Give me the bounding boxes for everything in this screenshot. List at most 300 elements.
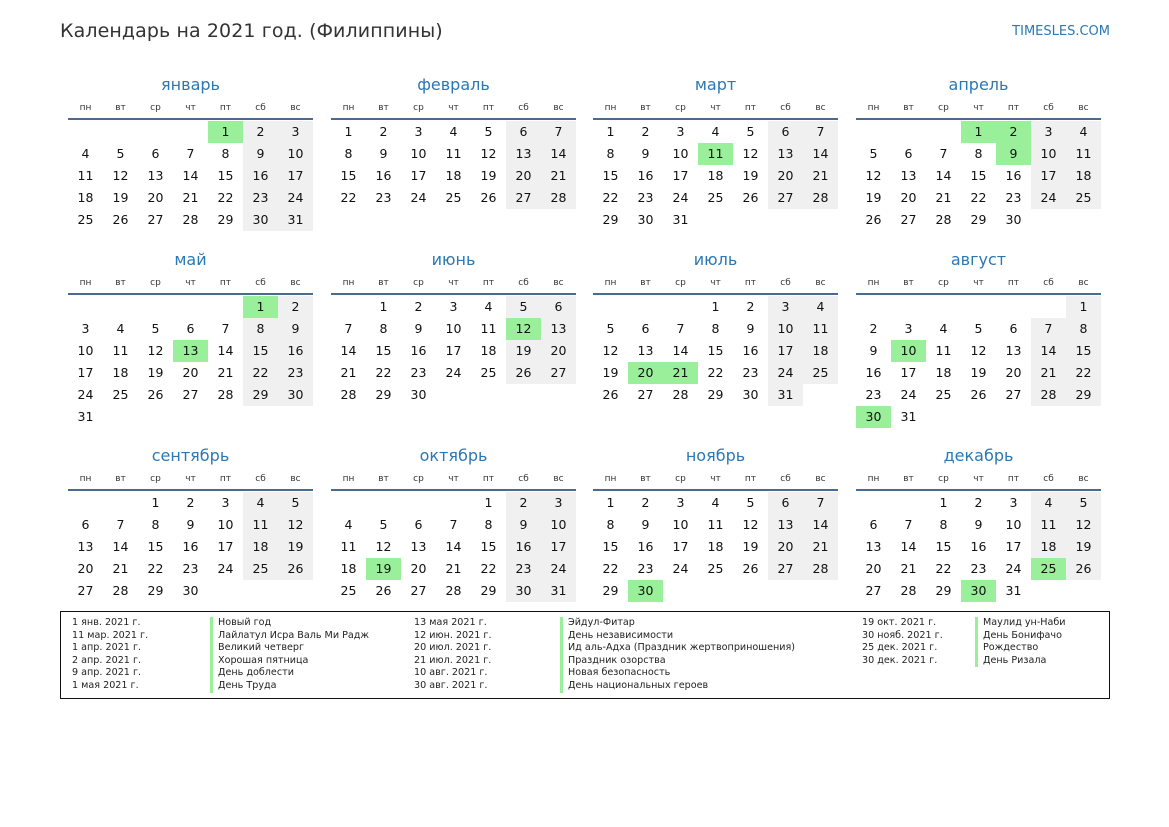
holiday-day: 30	[628, 580, 663, 602]
empty-cell	[138, 121, 173, 143]
weekend-day: 11	[243, 514, 278, 536]
weekday-label: чт	[185, 474, 196, 484]
weekday-label: сб	[780, 278, 791, 288]
day-cell: 23	[637, 561, 654, 576]
day-cell: 12	[970, 343, 987, 358]
day-cell: 2	[414, 299, 423, 314]
holiday-day: 13	[173, 340, 208, 362]
weekday-label: сб	[1043, 278, 1054, 288]
holiday-day: 1	[208, 121, 243, 143]
day-cell: 24	[410, 190, 427, 205]
weekday-label: пт	[744, 103, 757, 113]
weekday-label: вт	[640, 474, 651, 484]
weekday-label: ср	[413, 278, 424, 288]
day-grid	[856, 121, 1101, 231]
holiday-column	[862, 617, 1066, 667]
day-cell: 4	[449, 124, 458, 139]
holiday-name: День Труда	[210, 680, 277, 693]
weekday-label: вс	[553, 278, 564, 288]
day-cell: 8	[939, 517, 948, 532]
day-cell: 23	[375, 190, 392, 205]
day-cell: 12	[742, 146, 759, 161]
weekend-day: 22	[243, 362, 278, 384]
site-link[interactable]: TIMESLES.COM	[1012, 24, 1110, 39]
weekend-day: 3	[768, 296, 803, 318]
weekday-header	[856, 98, 1101, 120]
holiday-date: 10 авг. 2021 г.	[414, 667, 488, 679]
day-cell: 29	[375, 387, 392, 402]
day-cell: 16	[637, 168, 654, 183]
empty-cell	[208, 296, 243, 318]
day-cell: 29	[707, 387, 724, 402]
day-cell: 8	[974, 146, 983, 161]
weekday-label: ср	[675, 474, 686, 484]
weekday-label: ср	[150, 474, 161, 484]
holiday-name: День Бонифачо	[975, 630, 1062, 643]
day-cell: 31	[672, 212, 689, 227]
day-cell: 12	[375, 539, 392, 554]
empty-cell	[103, 121, 138, 143]
weekday-label: вс	[290, 278, 301, 288]
day-cell: 3	[904, 321, 913, 336]
weekend-day: 12	[278, 514, 313, 536]
weekday-label: ср	[938, 103, 949, 113]
day-cell: 19	[112, 190, 129, 205]
weekend-day: 13	[768, 143, 803, 165]
day-cell: 27	[1005, 387, 1022, 402]
day-cell: 7	[221, 321, 230, 336]
day-cell: 14	[935, 168, 952, 183]
weekend-day: 17	[768, 340, 803, 362]
day-cell: 11	[480, 321, 497, 336]
holiday-name: Праздник озорства	[560, 655, 666, 668]
day-cell: 17	[672, 168, 689, 183]
day-cell: 9	[641, 146, 650, 161]
day-cell: 6	[186, 321, 195, 336]
day-cell: 10	[445, 321, 462, 336]
day-cell: 23	[637, 190, 654, 205]
weekday-label: вс	[290, 474, 301, 484]
weekday-label: пн	[342, 278, 355, 288]
weekday-label: сб	[780, 474, 791, 484]
weekend-day: 19	[1066, 536, 1101, 558]
day-cell: 22	[340, 190, 357, 205]
day-cell: 3	[676, 495, 685, 510]
holiday-name: Хорошая пятница	[210, 655, 308, 668]
day-cell: 3	[449, 299, 458, 314]
weekend-day: 18	[1031, 536, 1066, 558]
holiday-date: 21 июл. 2021 г.	[414, 654, 492, 666]
weekday-label: пн	[604, 474, 617, 484]
month-3	[593, 72, 838, 231]
weekend-day: 14	[541, 143, 576, 165]
day-cell: 29	[935, 583, 952, 598]
weekday-label: вт	[903, 103, 914, 113]
day-cell: 4	[116, 321, 125, 336]
empty-cell	[926, 121, 961, 143]
empty-cell	[926, 296, 961, 318]
weekday-label: ср	[413, 103, 424, 113]
weekday-label: пн	[604, 278, 617, 288]
day-cell: 12	[147, 343, 164, 358]
day-cell: 1	[344, 124, 353, 139]
day-cell: 3	[414, 124, 423, 139]
day-cell: 28	[672, 387, 689, 402]
day-cell: 10	[217, 517, 234, 532]
weekday-label: вт	[378, 103, 389, 113]
empty-cell	[856, 296, 891, 318]
weekday-label: вс	[815, 474, 826, 484]
day-cell: 21	[112, 561, 129, 576]
holiday-row	[72, 667, 369, 680]
empty-cell	[173, 121, 208, 143]
weekend-day: 6	[541, 296, 576, 318]
holiday-day: 11	[698, 143, 733, 165]
holiday-day: 12	[506, 318, 541, 340]
day-cell: 21	[340, 365, 357, 380]
month-name: июнь	[431, 250, 476, 269]
day-cell: 25	[707, 561, 724, 576]
day-cell: 16	[375, 168, 392, 183]
day-cell: 29	[147, 583, 164, 598]
day-cell: 11	[112, 343, 129, 358]
weekday-label: пт	[1007, 474, 1020, 484]
month-name: январь	[161, 75, 220, 94]
weekend-day: 2	[243, 121, 278, 143]
weekend-day: 7	[803, 121, 838, 143]
weekend-day: 4	[243, 492, 278, 514]
day-grid	[856, 296, 1101, 428]
weekday-label: ср	[938, 278, 949, 288]
day-cell: 15	[707, 343, 724, 358]
day-cell: 16	[410, 343, 427, 358]
day-cell: 4	[939, 321, 948, 336]
weekend-day: 31	[541, 580, 576, 602]
day-cell: 16	[182, 539, 199, 554]
weekday-label: сб	[518, 103, 529, 113]
empty-cell	[663, 296, 698, 318]
weekday-label: пн	[867, 103, 880, 113]
day-cell: 10	[410, 146, 427, 161]
day-cell: 22	[707, 365, 724, 380]
day-cell: 5	[869, 146, 878, 161]
weekday-label: пт	[482, 474, 495, 484]
day-grid	[68, 121, 313, 231]
empty-cell	[138, 296, 173, 318]
empty-cell	[68, 296, 103, 318]
empty-cell	[961, 296, 996, 318]
weekend-day: 16	[506, 536, 541, 558]
holiday-row	[72, 655, 369, 668]
holiday-name: День национальных героев	[560, 680, 708, 693]
holiday-name: День Ризала	[975, 655, 1046, 668]
weekend-day: 11	[1066, 143, 1101, 165]
weekend-day: 10	[768, 318, 803, 340]
day-cell: 24	[1005, 561, 1022, 576]
day-cell: 4	[711, 495, 720, 510]
holiday-row	[72, 642, 369, 655]
day-cell: 29	[217, 212, 234, 227]
weekend-day: 28	[541, 187, 576, 209]
day-cell: 12	[865, 168, 882, 183]
weekday-label: чт	[710, 474, 721, 484]
day-cell: 16	[865, 365, 882, 380]
empty-cell	[366, 492, 401, 514]
weekend-day: 24	[278, 187, 313, 209]
empty-cell	[401, 492, 436, 514]
weekend-day: 4	[803, 296, 838, 318]
weekend-day: 21	[541, 165, 576, 187]
day-cell: 6	[414, 517, 423, 532]
weekend-day: 18	[803, 340, 838, 362]
day-cell: 3	[221, 495, 230, 510]
weekend-day: 27	[768, 558, 803, 580]
day-cell: 28	[217, 387, 234, 402]
weekday-header	[331, 273, 576, 295]
day-cell: 15	[935, 539, 952, 554]
day-cell: 18	[112, 365, 129, 380]
day-cell: 20	[147, 190, 164, 205]
day-cell: 17	[77, 365, 94, 380]
day-cell: 22	[147, 561, 164, 576]
weekend-day: 31	[768, 384, 803, 406]
day-cell: 1	[379, 299, 388, 314]
weekend-day: 20	[768, 536, 803, 558]
holiday-column	[72, 617, 369, 693]
day-cell: 18	[935, 365, 952, 380]
weekend-day: 6	[768, 492, 803, 514]
day-cell: 29	[602, 583, 619, 598]
weekday-label: вс	[1078, 474, 1089, 484]
weekday-label: чт	[973, 103, 984, 113]
weekend-day: 26	[1066, 558, 1101, 580]
day-cell: 19	[742, 539, 759, 554]
day-cell: 4	[711, 124, 720, 139]
day-cell: 16	[1005, 168, 1022, 183]
day-cell: 3	[1009, 495, 1018, 510]
day-cell: 14	[445, 539, 462, 554]
weekend-day: 15	[1066, 340, 1101, 362]
holiday-name: Новый год	[210, 617, 271, 630]
holiday-row	[414, 617, 795, 630]
weekday-label: вт	[115, 474, 126, 484]
weekend-day: 27	[541, 362, 576, 384]
weekend-day: 5	[506, 296, 541, 318]
day-cell: 4	[484, 299, 493, 314]
holiday-date: 2 апр. 2021 г.	[72, 654, 142, 666]
weekend-day: 18	[243, 536, 278, 558]
day-cell: 1	[484, 495, 493, 510]
weekday-label: вт	[115, 278, 126, 288]
empty-cell	[628, 296, 663, 318]
month-name: ноябрь	[685, 446, 746, 465]
day-cell: 6	[1009, 321, 1018, 336]
day-cell: 14	[217, 343, 234, 358]
weekday-label: ср	[150, 103, 161, 113]
day-cell: 19	[865, 190, 882, 205]
day-cell: 23	[970, 561, 987, 576]
day-cell: 8	[379, 321, 388, 336]
weekday-label: вт	[903, 474, 914, 484]
weekend-day: 6	[768, 121, 803, 143]
day-cell: 23	[865, 387, 882, 402]
day-cell: 4	[344, 517, 353, 532]
weekend-day: 19	[278, 536, 313, 558]
day-cell: 27	[182, 387, 199, 402]
day-cell: 2	[974, 495, 983, 510]
day-cell: 7	[449, 517, 458, 532]
day-cell: 2	[186, 495, 195, 510]
day-cell: 9	[974, 517, 983, 532]
holiday-day: 25	[1031, 558, 1066, 580]
day-cell: 16	[742, 343, 759, 358]
empty-cell	[173, 296, 208, 318]
weekend-day: 6	[506, 121, 541, 143]
weekend-day: 15	[243, 340, 278, 362]
day-cell: 11	[77, 168, 94, 183]
weekend-day: 11	[1031, 514, 1066, 536]
day-cell: 25	[112, 387, 129, 402]
day-cell: 5	[484, 124, 493, 139]
empty-cell	[996, 296, 1031, 318]
weekday-label: пн	[604, 103, 617, 113]
weekend-day: 10	[278, 143, 313, 165]
day-cell: 13	[637, 343, 654, 358]
weekday-header	[593, 273, 838, 295]
day-cell: 1	[711, 299, 720, 314]
day-cell: 12	[112, 168, 129, 183]
day-cell: 2	[641, 124, 650, 139]
day-cell: 14	[112, 539, 129, 554]
empty-cell	[856, 121, 891, 143]
weekday-label: пт	[219, 103, 232, 113]
weekend-day: 11	[803, 318, 838, 340]
day-cell: 24	[672, 190, 689, 205]
weekend-day: 13	[541, 318, 576, 340]
weekday-label: пт	[482, 278, 495, 288]
weekday-label: вс	[290, 103, 301, 113]
month-1	[68, 72, 313, 231]
day-cell: 2	[746, 299, 755, 314]
weekday-label: сб	[780, 103, 791, 113]
weekend-day: 27	[768, 187, 803, 209]
weekend-day: 30	[243, 209, 278, 231]
weekend-day: 17	[278, 165, 313, 187]
weekend-day: 30	[278, 384, 313, 406]
weekend-day: 19	[506, 340, 541, 362]
weekend-day: 14	[1031, 340, 1066, 362]
day-cell: 27	[900, 212, 917, 227]
day-cell: 8	[151, 517, 160, 532]
weekday-label: пн	[867, 474, 880, 484]
day-grid	[331, 492, 576, 602]
weekday-header	[856, 273, 1101, 295]
day-cell: 29	[970, 212, 987, 227]
day-cell: 24	[900, 387, 917, 402]
day-cell: 2	[869, 321, 878, 336]
day-cell: 17	[672, 539, 689, 554]
day-cell: 28	[182, 212, 199, 227]
day-cell: 22	[217, 190, 234, 205]
day-cell: 20	[182, 365, 199, 380]
weekend-day: 8	[243, 318, 278, 340]
empty-cell	[436, 492, 471, 514]
holiday-date: 9 апр. 2021 г.	[72, 667, 142, 679]
month-5	[68, 247, 313, 428]
holiday-day: 9	[996, 143, 1031, 165]
weekend-day: 14	[803, 143, 838, 165]
day-cell: 5	[746, 495, 755, 510]
day-cell: 12	[480, 146, 497, 161]
empty-cell	[891, 121, 926, 143]
day-cell: 16	[970, 539, 987, 554]
weekday-header	[856, 469, 1101, 491]
weekday-label: вт	[378, 278, 389, 288]
day-cell: 5	[116, 146, 125, 161]
empty-cell	[68, 492, 103, 514]
holiday-name: Маулид ун-Наби	[975, 617, 1066, 630]
day-cell: 21	[900, 561, 917, 576]
day-grid	[331, 296, 576, 406]
day-cell: 25	[480, 365, 497, 380]
day-cell: 17	[410, 168, 427, 183]
empty-cell	[331, 492, 366, 514]
day-cell: 18	[340, 561, 357, 576]
day-cell: 15	[970, 168, 987, 183]
day-cell: 19	[602, 365, 619, 380]
weekend-day: 30	[506, 580, 541, 602]
month-name: апрель	[948, 75, 1009, 94]
weekend-day: 9	[278, 318, 313, 340]
weekend-day: 28	[803, 558, 838, 580]
holiday-date: 19 окт. 2021 г.	[862, 617, 937, 628]
holiday-row	[414, 630, 795, 643]
weekday-label: сб	[518, 474, 529, 484]
day-cell: 9	[746, 321, 755, 336]
weekday-label: сб	[255, 103, 266, 113]
holiday-name: Эйдул-Фитар	[560, 617, 635, 630]
weekday-label: чт	[448, 103, 459, 113]
day-cell: 20	[77, 561, 94, 576]
day-cell: 24	[445, 365, 462, 380]
weekend-day: 24	[768, 362, 803, 384]
day-cell: 11	[707, 517, 724, 532]
month-name: февраль	[417, 75, 490, 94]
weekday-label: сб	[255, 278, 266, 288]
month-name: август	[950, 250, 1007, 269]
weekend-day: 3	[278, 121, 313, 143]
weekend-day: 25	[243, 558, 278, 580]
day-cell: 7	[676, 321, 685, 336]
empty-cell	[856, 492, 891, 514]
day-cell: 12	[742, 517, 759, 532]
day-cell: 8	[484, 517, 493, 532]
weekend-day: 17	[541, 536, 576, 558]
day-cell: 18	[77, 190, 94, 205]
holiday-row	[862, 630, 1066, 643]
day-cell: 5	[974, 321, 983, 336]
day-cell: 22	[602, 190, 619, 205]
day-cell: 12	[602, 343, 619, 358]
day-cell: 1	[939, 495, 948, 510]
holiday-date: 20 июл. 2021 г.	[414, 642, 492, 654]
weekday-label: пн	[79, 103, 92, 113]
holiday-row	[862, 617, 1066, 630]
weekday-label: пт	[482, 103, 495, 113]
month-2	[331, 72, 576, 209]
day-cell: 22	[375, 365, 392, 380]
day-cell: 8	[711, 321, 720, 336]
